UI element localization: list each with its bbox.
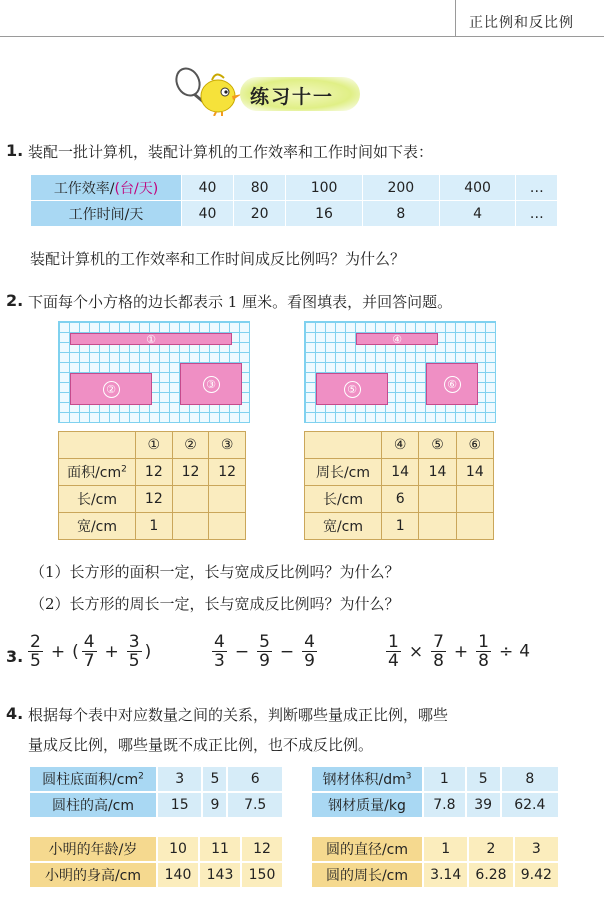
q2-right-table: [304, 431, 494, 540]
row-label: 长/cm: [59, 486, 136, 513]
q2-sub2: （2）长方形的周长一定，长与宽成反比例吗？为什么？: [30, 595, 400, 613]
cell: 14: [456, 459, 493, 486]
q1-row1-unit: (台/天): [114, 180, 159, 197]
q1-cell: 80: [234, 175, 286, 201]
row-label: 小明的身高/cm: [29, 862, 157, 888]
col-label: ②: [172, 432, 209, 459]
table-row: [59, 459, 246, 486]
cell: 12: [172, 459, 209, 486]
q1-table: [30, 174, 558, 227]
denominator: 8: [433, 651, 444, 671]
operator: +: [104, 641, 119, 662]
cell: 12: [136, 459, 173, 486]
q1-number: 1.: [6, 141, 24, 160]
cell: 9: [202, 792, 227, 818]
q4-table-b: [310, 765, 560, 819]
cell: 7.8: [423, 792, 466, 818]
q1-prompt: 装配一批计算机，装配计算机的工作效率和工作时间如下表：: [28, 143, 434, 161]
operator: +: [50, 641, 66, 662]
col-label: ④: [382, 432, 419, 459]
operator: ×: [408, 641, 424, 662]
running-title: 正比例和反比例: [469, 15, 574, 31]
q1-cell: 200: [362, 175, 439, 201]
q2-number: 2.: [6, 291, 24, 310]
q4-prompt-line1: 根据每个表中对应数量之间的关系，判断哪些量成正比例，哪些: [28, 706, 449, 724]
denominator: 5: [30, 651, 41, 671]
table-row: [311, 862, 559, 888]
q1-cell: 40: [182, 175, 234, 201]
rect-3-label: ③: [203, 376, 220, 393]
numerator: 1: [478, 632, 489, 652]
header-divider: [455, 0, 456, 37]
row-label-text: 圆柱底面积/cm: [42, 772, 139, 788]
table-row: [59, 486, 246, 513]
numerator: 4: [304, 632, 315, 652]
fraction: [431, 633, 446, 670]
q1-row1-label: [31, 175, 182, 201]
cell: 2: [468, 836, 513, 862]
q1-cell: 400: [439, 175, 516, 201]
table-row: [305, 513, 494, 540]
numerator: 5: [259, 632, 270, 652]
grid-left: [58, 321, 250, 423]
operator: ÷: [498, 641, 514, 662]
cell: 14: [382, 459, 419, 486]
blank-cell: [59, 432, 136, 459]
rect-5-label: ⑤: [344, 381, 361, 398]
rect-1-label: ①: [146, 332, 156, 346]
q3-expr-1: [26, 633, 152, 670]
row-label-sup: 2: [138, 771, 144, 782]
table-row: [31, 201, 558, 227]
table-row: [59, 513, 246, 540]
q4-table-d: [310, 835, 560, 889]
q1-question: 装配计算机的工作效率和工作时间成反比例吗？为什么？: [30, 250, 406, 268]
blank-cell: [305, 432, 382, 459]
cell: 11: [199, 836, 241, 862]
q2-left-table: [58, 431, 246, 540]
fraction: [82, 633, 97, 670]
fraction: [28, 633, 43, 670]
q4-number: 4.: [6, 704, 24, 723]
q4-table-c: [28, 835, 284, 889]
cell: 1: [423, 766, 466, 792]
row-label-sup: 3: [405, 771, 412, 782]
cell: 9.42: [514, 862, 559, 888]
cell: 15: [157, 792, 202, 818]
rect-3: [180, 363, 242, 405]
cell: 7.5: [227, 792, 283, 818]
table-row: [305, 432, 494, 459]
q2-prompt: 下面每个小方格的边长都表示 1 厘米。看图填表，并回答问题。: [28, 293, 453, 311]
numerator: 4: [83, 632, 95, 652]
table-row: [31, 175, 558, 201]
table-row: [29, 792, 283, 818]
col-label: ⑤: [419, 432, 456, 459]
cell[interactable]: [456, 486, 493, 513]
cell: 6.28: [468, 862, 513, 888]
cell: 8: [501, 766, 559, 792]
cell: 143: [199, 862, 241, 888]
cell: 12: [209, 459, 246, 486]
row-label: [29, 766, 157, 792]
q1-cell: 40: [182, 201, 234, 227]
cell: 12: [241, 836, 283, 862]
q2-sub1: （1）长方形的面积一定，长与宽成反比例吗？为什么？: [30, 563, 400, 581]
q1-row1-label-text: 工作效率/: [53, 180, 115, 197]
cell: 5: [466, 766, 501, 792]
denominator: 5: [128, 651, 140, 671]
denominator: 4: [388, 651, 399, 671]
fraction: [212, 633, 227, 670]
rect-2-label: ②: [103, 381, 120, 398]
numerator: 1: [388, 632, 399, 652]
row-label: 圆柱的高/cm: [29, 792, 157, 818]
fraction: [127, 633, 142, 670]
table-row: [59, 432, 246, 459]
numerator: 7: [433, 632, 444, 652]
row-label: 圆的周长/cm: [311, 862, 423, 888]
rect-6: [426, 363, 478, 405]
row-label-sup: 2: [121, 464, 127, 475]
rect-4-label: ④: [392, 332, 402, 346]
cell[interactable]: [209, 486, 246, 513]
table-row: [311, 792, 559, 818]
q1-cell: …: [516, 175, 558, 201]
grid-right: [304, 321, 496, 423]
tennis-mascot-icon: [172, 64, 246, 116]
cell[interactable]: [456, 513, 493, 540]
denominator: 3: [214, 651, 225, 671]
denominator: 9: [259, 651, 270, 671]
fraction: [257, 633, 272, 670]
cell: 1: [136, 513, 173, 540]
q1-cell: 8: [362, 201, 439, 227]
rect-5: [316, 373, 388, 405]
denominator: 7: [83, 651, 95, 671]
operator: −: [279, 641, 295, 662]
operator: +: [453, 641, 469, 662]
q3-expr-3: [384, 633, 530, 670]
q4-table-a: [28, 765, 284, 819]
paren: (: [72, 641, 79, 662]
q1-cell: 100: [286, 175, 363, 201]
cell[interactable]: [172, 513, 209, 540]
cell: 6: [227, 766, 283, 792]
cell: 10: [157, 836, 199, 862]
row-label: [59, 459, 136, 486]
numerator: 3: [128, 632, 140, 652]
fraction: [302, 633, 317, 670]
cell[interactable]: [419, 513, 456, 540]
rect-4: [356, 333, 438, 345]
fraction: [386, 633, 401, 670]
rect-2: [70, 373, 152, 405]
operator: −: [234, 641, 250, 662]
cell: 62.4: [501, 792, 559, 818]
row-label: [311, 766, 423, 792]
table-row: [29, 836, 283, 862]
row-label: 钢材质量/kg: [311, 792, 423, 818]
table-row: [305, 459, 494, 486]
table-row: [311, 836, 559, 862]
cell: 1: [382, 513, 419, 540]
cell: 12: [136, 486, 173, 513]
q1-cell: …: [516, 201, 558, 227]
cell: 39: [466, 792, 501, 818]
q1-cell: 16: [286, 201, 363, 227]
cell: 1: [423, 836, 468, 862]
cell[interactable]: [419, 486, 456, 513]
fraction: [476, 633, 491, 670]
cell[interactable]: [209, 513, 246, 540]
paren: ): [144, 641, 152, 662]
cell: 3: [157, 766, 202, 792]
row-label: 圆的直径/cm: [311, 836, 423, 862]
cell: 3.14: [423, 862, 468, 888]
row-label: 宽/cm: [59, 513, 136, 540]
denominator: 9: [304, 651, 315, 671]
numerator: 2: [30, 632, 41, 652]
denominator: 8: [478, 651, 489, 671]
col-label: ③: [209, 432, 246, 459]
col-label: ①: [136, 432, 173, 459]
q1-cell: 4: [439, 201, 516, 227]
cell: 14: [419, 459, 456, 486]
row-label: 长/cm: [305, 486, 382, 513]
table-row: [305, 486, 494, 513]
q3-expr-2: [210, 633, 319, 670]
table-row: [311, 766, 559, 792]
table-row: [29, 862, 283, 888]
row-label: 小明的年龄/岁: [29, 836, 157, 862]
q1-row2-label: 工作时间/天: [31, 201, 182, 227]
rect-1: [70, 333, 232, 345]
q1-cell: 20: [234, 201, 286, 227]
cell: 140: [157, 862, 199, 888]
header-rule: [0, 36, 604, 37]
page-title: 练习十一: [250, 86, 335, 108]
q3-number: 3.: [6, 647, 24, 666]
rect-6-label: ⑥: [444, 376, 461, 393]
table-row: [29, 766, 283, 792]
col-label: ⑥: [456, 432, 493, 459]
row-label-text: 钢材体积/dm: [322, 772, 406, 788]
numerator: 4: [214, 632, 225, 652]
q4-prompt-line2: 量成反比例，哪些量既不成正比例，也不成反比例。: [28, 736, 374, 754]
cell: 150: [241, 862, 283, 888]
cell: 3: [514, 836, 559, 862]
cell: 6: [382, 486, 419, 513]
row-label-text: 面积/cm: [67, 465, 122, 481]
row-label: 周长/cm: [305, 459, 382, 486]
row-label: 宽/cm: [305, 513, 382, 540]
cell: 5: [202, 766, 227, 792]
cell[interactable]: [172, 486, 209, 513]
number: 4: [519, 641, 531, 662]
